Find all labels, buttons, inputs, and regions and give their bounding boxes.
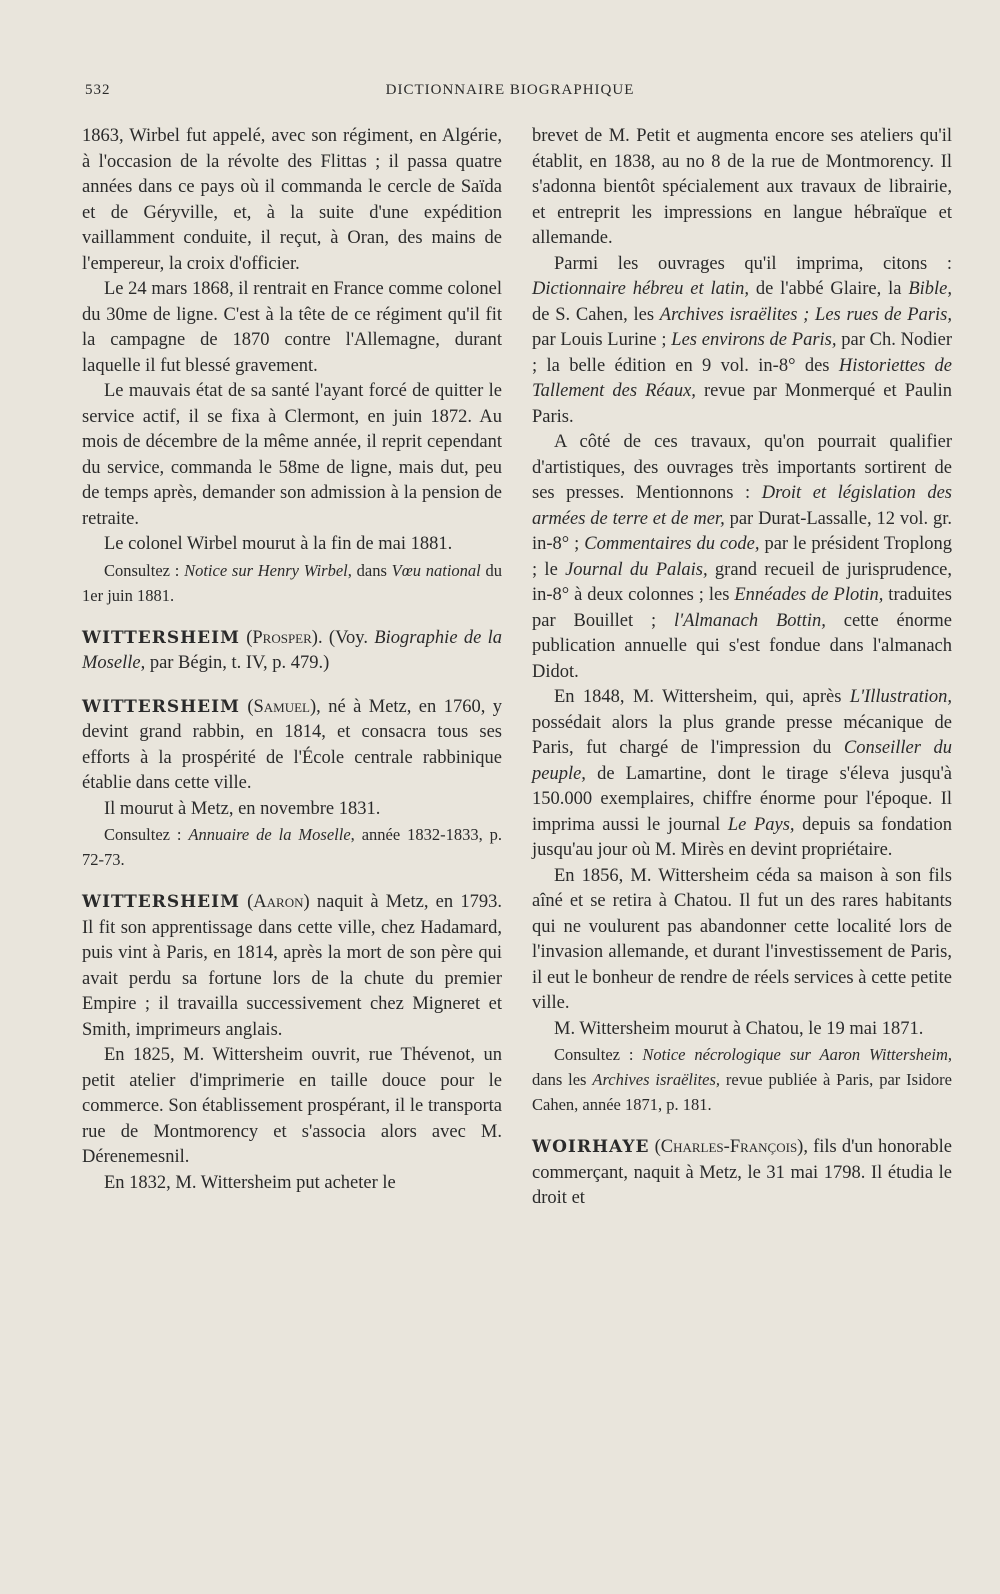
work-title: Le Pays, — [727, 814, 795, 835]
aaron-paragraph-4 — [532, 252, 952, 431]
aaron-paragraph-6 — [532, 685, 952, 864]
text-run: Parmi les ouvrages qu'il imprima, citons : — [554, 253, 952, 274]
entry-text: naquit à Metz, en 1793. Il fit son apprentissage dans cette ville, chez Hadamard, puis vint à Paris, en 1814, après la mort de son père qui avait perdu sa fortune lors de la chute du premier Empire ; il travailla successivement chez Migneret et Smith, imprimeurs anglais. — [82, 892, 502, 1040]
running-title: DICTIONNAIRE BIOGRAPHIQUE — [385, 82, 635, 98]
consult-lead: Consultez : — [104, 825, 189, 844]
page-header — [80, 82, 940, 108]
text-run: traduites par Bouillet ; — [532, 585, 953, 631]
consult-work: Notice nécrologique sur Aaron Wittersheim, — [642, 1045, 953, 1064]
aaron-paragraph-5 — [532, 430, 952, 685]
work-title: Droit et législation des armées de terre et de mer, — [532, 483, 952, 529]
entry-samuel — [82, 695, 502, 797]
headword-samuel: WITTERSHEIM — [82, 696, 240, 717]
text-run: de l'abbé Glaire, la — [749, 279, 909, 299]
text-run: revue par Monmerqué et Paulin Paris. — [532, 381, 952, 427]
wirbel-consult — [82, 558, 502, 608]
entry-work: Biographie de la Moselle — [82, 627, 503, 673]
work-title: Archives israëlites ; Les rues de Paris, — [659, 304, 952, 325]
left-column — [82, 124, 502, 1196]
wirbel-paragraph-4: Le colonel Wirbel mourut à la fin de mai 1881. — [104, 534, 453, 554]
text-run: En 1848, M. Wittersheim, qui, après — [554, 687, 850, 707]
consult-journal: Vœu national — [391, 560, 481, 580]
consult-work: Annuaire de la Moselle — [188, 825, 351, 844]
entry-prosper — [82, 626, 502, 677]
work-title: Les environs de Paris, — [671, 330, 837, 350]
text-run: de Lamartine, dont le tirage s'éleva jusqu'à 150.000 exemplaires, chiffre énorme pour l'époque. Il imprima aussi le journal — [532, 763, 952, 835]
wirbel-paragraph-3: Le mauvais état de sa santé l'ayant forcé de quitter le service actif, il se fixa à Clermont, en juin 1872. Au mois de décembre de la même année, il reprit cependant du service, commanda le 58me de ligne, mais dut, peu de temps après, demander son admission à la pension de retraite. — [82, 381, 502, 529]
work-title: Ennéades de Plotin, — [734, 585, 884, 605]
consult-mid: dans les — [532, 1070, 593, 1089]
work-title: Dictionnaire hébreu et latin, — [532, 279, 749, 299]
forename-aaron: (Aaron) — [247, 892, 310, 912]
page-number: 532 — [85, 82, 111, 98]
entry-woirhaye — [532, 1135, 952, 1212]
aaron-paragraph-3-continued: brevet de M. Petit et augmenta encore ses ateliers qu'il établit, en 1838, au no 8 de la rue de Montmorency. Il s'adonna bientôt spécialement aux travaux de librairie, et entreprit les impressions en langue hébraïque et allemande. — [532, 126, 952, 248]
text-run: par Ch. Nodier ; la belle édition en 9 vol. in-8° des — [532, 330, 952, 376]
wirbel-paragraph-2: Le 24 mars 1868, il rentrait en France comme colonel du 30me de ligne. C'est à la tête de ce régiment qu'il fit la campagne de 1870 contre l'Allemagne, durant laquelle il fut blessé gravement. — [82, 279, 502, 376]
consult-journal: Archives israëlites, — [592, 1070, 721, 1089]
forename-samuel: (Samuel), — [247, 696, 321, 717]
headword-aaron: WITTERSHEIM — [82, 892, 240, 912]
samuel-consult — [82, 822, 502, 872]
forename-prosper: (Prosper). — [246, 627, 323, 648]
aaron-paragraph-3: En 1832, M. Wittersheim put acheter le — [104, 1172, 396, 1193]
consult-tail: revue publiée à Paris, par Isidore Cahen, année 1871, p. 181. — [532, 1070, 952, 1114]
headword-prosper: WITTERSHEIM — [82, 627, 240, 648]
work-title: Conseiller du peuple, — [532, 738, 952, 784]
work-title: L'Illustration, — [849, 687, 952, 707]
forename-woirhaye: (Charles-François), — [654, 1137, 808, 1157]
text-run: cette énorme publication annuelle qui s'est fondue dans l'almanach Didot. — [532, 610, 953, 682]
text-run: par Durat-Lassalle, 12 vol. gr. in-8° ; — [532, 508, 952, 554]
aaron-paragraph-8: M. Wittersheim mourut à Chatou, le 19 mai 1871. — [554, 1018, 924, 1039]
work-title: Commentaires du code, — [584, 534, 760, 554]
text-run: possédait alors la plus grande presse mécanique de Paris, fut chargé de l'impression du — [532, 712, 952, 758]
entry-text: (Voy. — [322, 627, 375, 648]
samuel-paragraph-2: Il mourut à Metz, en novembre 1831. — [104, 798, 381, 819]
work-title: Historiettes de Tallement des Réaux, — [532, 355, 952, 401]
work-title: l'Almanach Bottin, — [674, 610, 826, 631]
work-title: Journal du Palais, — [565, 559, 708, 580]
text-run: depuis sa fondation jusqu'au jour où M. Mirès en devint propriétaire. — [532, 814, 952, 860]
text-run: par le président Troplong ; le — [532, 534, 952, 580]
consult-lead: Consultez : — [554, 1045, 643, 1064]
text-run: grand recueil de jurisprudence, in-8° à deux colonnes ; les — [532, 559, 952, 605]
consult-tail: , année 1832-1833, p. 72-73. — [82, 825, 503, 869]
right-column — [532, 124, 952, 1212]
wirbel-paragraph-1: 1863, Wirbel fut appelé, avec son régiment, en Algérie, à l'occasion de la révolte des Flittas ; il passa quatre années dans ce pays où il commanda le cercle de Saïda et de Géryville, et, à la suite d'une expédition vaillamment conduite, il reçut, à Oran, des mains de l'empereur, la croix d'officier. — [82, 126, 502, 274]
entry-text: né à Metz, en 1760, y devint grand rabbin, en 1814, et consacra tous ses efforts à la prospérité de l'École centrale rabbinique établie dans cette ville. — [82, 696, 502, 793]
aaron-consult — [532, 1042, 952, 1117]
text-run: A côté de ces travaux, qu'on pourrait qualifier d'artistiques, des ouvrages très importants sortirent de ses presses. Mentionnons : — [532, 432, 952, 503]
entry-text: fils d'un honorable commerçant, naquit à Metz, le 31 mai 1798. Il étudia le droit et — [532, 1137, 952, 1208]
consult-work: Notice sur Henry Wirbel — [184, 560, 348, 580]
headword-woirhaye: WOIRHAYE — [532, 1137, 650, 1157]
aaron-paragraph-7: En 1856, M. Wittersheim céda sa maison à son fils aîné et se retira à Chatou. Il fut un des rares habitants qui ne voulurent pas abandonner cette localité lors de l'invasion allemande, et durant l'investissement de Paris, il eut le bonheur de rendre de réels services à cette petite ville. — [532, 865, 952, 1013]
entry-aaron — [82, 890, 502, 1043]
consult-lead: Consultez : — [104, 560, 185, 580]
text-run: de S. Cahen, les — [532, 304, 660, 325]
work-title: Bible, — [908, 279, 952, 299]
entry-text: , par Bégin, t. IV, p. 479.) — [140, 653, 330, 673]
consult-tail: du 1er juin 1881. — [82, 560, 503, 605]
aaron-paragraph-2: En 1825, M. Wittersheim ouvrit, rue Thévenot, un petit atelier d'imprimerie en taille douce pour le commerce. Son établissement prospérant, il le transporta rue de Montmorency et s'associa alors avec M. Dérenemesnil. — [82, 1045, 502, 1167]
text-run: par Louis Lurine ; — [532, 330, 672, 350]
consult-mid: , dans — [347, 560, 392, 580]
